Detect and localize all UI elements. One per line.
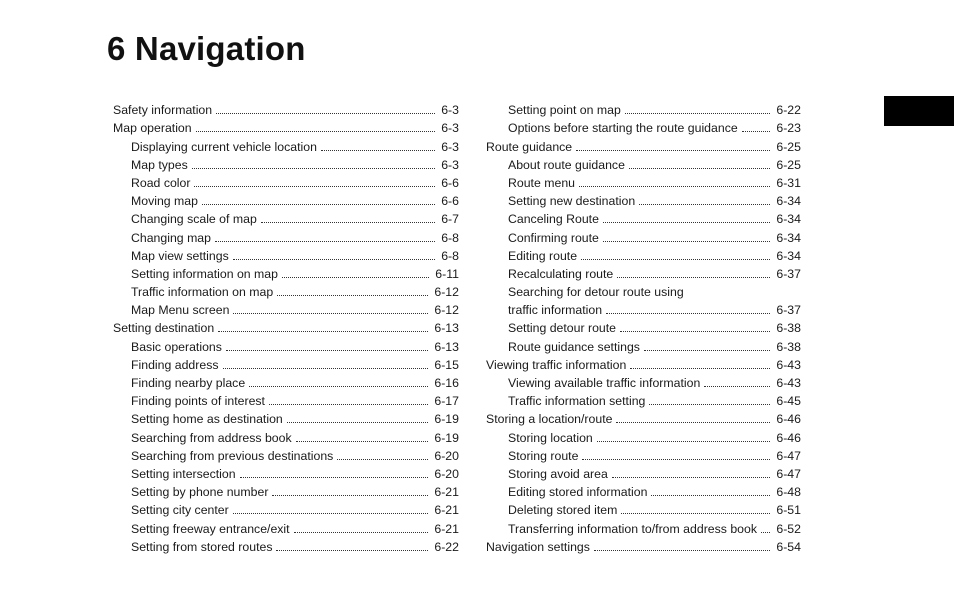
toc-entry-label: Editing route	[508, 248, 578, 263]
toc-entry-label: Setting new destination	[508, 194, 636, 209]
toc-entry-label: Canceling Route	[508, 212, 599, 227]
toc-entry-page: 6-19	[434, 430, 459, 445]
dot-leader	[704, 385, 770, 387]
toc-entry-page: 6-3	[441, 103, 459, 118]
toc-entry-page: 6-31	[776, 175, 801, 190]
toc-entry[interactable]	[486, 335, 801, 353]
dot-leader	[616, 421, 770, 423]
toc-entry[interactable]	[486, 481, 801, 499]
toc-entry-page: 6-51	[776, 503, 801, 518]
toc-entry[interactable]	[113, 263, 459, 281]
dot-leader	[215, 240, 435, 242]
toc-entry-page: 6-8	[441, 230, 459, 245]
dot-leader	[620, 330, 770, 332]
toc-entry-page: 6-34	[776, 194, 801, 209]
toc-entry-page: 6-25	[776, 139, 801, 154]
toc-entry-page: 6-23	[776, 121, 801, 136]
toc-entry[interactable]	[113, 299, 459, 317]
toc-entry-label: Navigation settings	[486, 539, 590, 554]
dot-leader	[196, 130, 436, 132]
dot-leader	[612, 476, 771, 478]
toc-entry-page: 6-43	[776, 357, 801, 372]
dot-leader	[761, 531, 770, 533]
dot-leader	[202, 203, 435, 205]
toc-entry[interactable]	[113, 281, 459, 299]
toc-entry-label: Storing route	[508, 448, 579, 463]
toc-entry-page: 6-22	[434, 539, 459, 554]
dot-leader	[233, 512, 429, 514]
toc-entry-label: Finding address	[131, 357, 219, 372]
toc-entry[interactable]	[113, 499, 459, 517]
dot-leader	[617, 276, 770, 278]
chapter-title: 6 Navigation	[107, 30, 306, 67]
toc-entry-page: 6-34	[776, 230, 801, 245]
toc-entry[interactable]	[113, 408, 459, 426]
toc-entry[interactable]	[486, 208, 801, 226]
dot-leader	[249, 385, 428, 387]
toc-entry[interactable]	[113, 335, 459, 353]
toc-entry[interactable]	[486, 463, 801, 481]
toc-entry-label: Setting home as destination	[131, 412, 283, 427]
toc-entry-label: Viewing traffic information	[486, 357, 627, 372]
toc-entry[interactable]	[113, 99, 459, 117]
dot-leader	[277, 294, 428, 296]
toc-entry-label: Route guidance	[486, 139, 573, 154]
toc-entry[interactable]	[486, 445, 801, 463]
toc-entry-page: 6-12	[434, 303, 459, 318]
toc-entry[interactable]	[486, 517, 801, 535]
toc-entry[interactable]	[486, 536, 801, 554]
dot-leader	[603, 240, 770, 242]
toc-entry-page: 6-22	[776, 103, 801, 118]
toc-entry[interactable]	[486, 408, 801, 426]
toc-entry-page: 6-13	[434, 321, 459, 336]
toc-entry[interactable]	[486, 172, 801, 190]
toc-entry-label: Viewing available traffic information	[508, 376, 701, 391]
toc-entry-label: Setting by phone number	[131, 485, 269, 500]
toc-entry-label: Map operation	[113, 121, 192, 136]
toc-entry-page: 6-12	[434, 285, 459, 300]
toc-entry-page: 6-25	[776, 157, 801, 172]
toc-entry-label: About route guidance	[508, 157, 625, 172]
toc-entry-label: Route guidance settings	[508, 339, 640, 354]
toc-entry[interactable]	[486, 117, 801, 135]
toc-entry[interactable]	[113, 445, 459, 463]
toc-entry[interactable]	[113, 317, 459, 335]
toc-entry-page: 6-52	[776, 521, 801, 536]
toc-entry-label: Changing scale of map	[131, 212, 257, 227]
toc-entry[interactable]	[486, 390, 801, 408]
dot-leader	[192, 167, 435, 169]
toc-entry-label: Route menu	[508, 175, 575, 190]
toc-entry[interactable]	[113, 536, 459, 554]
toc-entry-label: Storing location	[508, 430, 593, 445]
dot-leader	[233, 312, 428, 314]
dot-leader	[269, 403, 428, 405]
toc-entry[interactable]	[486, 99, 801, 117]
toc-entry[interactable]	[486, 154, 801, 172]
toc-entry[interactable]	[113, 172, 459, 190]
toc-entry-page: 6-54	[776, 539, 801, 554]
toc-entry[interactable]	[113, 154, 459, 172]
toc-entry-label: Editing stored information	[508, 485, 648, 500]
dot-leader	[594, 549, 770, 551]
toc-entry-page: 6-43	[776, 376, 801, 391]
toc-entry-label: Moving map	[131, 194, 198, 209]
toc-entry[interactable]	[486, 317, 801, 335]
toc-entry-label: Basic operations	[131, 339, 222, 354]
toc-entry-label: Finding nearby place	[131, 376, 246, 390]
toc-entry-label: Traffic information setting	[508, 394, 646, 409]
toc-entry[interactable]	[486, 426, 801, 444]
toc-entry[interactable]	[113, 135, 459, 153]
dot-leader	[582, 458, 770, 460]
toc-entry-page: 6-8	[441, 248, 459, 263]
toc-entry[interactable]	[486, 372, 801, 390]
toc-entry-page: 6-37	[776, 266, 801, 281]
dot-leader	[223, 367, 429, 369]
dot-leader	[216, 112, 435, 114]
toc-entry[interactable]	[486, 499, 801, 517]
toc-entry-label: Changing map	[131, 230, 211, 245]
toc-entry-label: Deleting stored item	[508, 503, 618, 518]
dot-leader	[576, 149, 770, 151]
toc-entry-page: 6-34	[776, 248, 801, 263]
dot-leader	[226, 349, 428, 351]
dot-leader	[287, 421, 429, 423]
dot-leader	[321, 149, 435, 151]
toc-entry-label-continued: traffic information	[508, 303, 603, 318]
toc-entry-label: Setting freeway entrance/exit	[131, 521, 290, 536]
toc-entry-label: Storing avoid area	[508, 466, 608, 481]
toc-entry-label: Recalculating route	[508, 266, 614, 281]
toc-entry-page: 6-48	[776, 485, 801, 500]
toc-entry-label: Confirming route	[508, 230, 599, 245]
dot-leader	[272, 494, 428, 496]
toc-entry-page: 6-46	[776, 430, 801, 445]
toc-entry-label: Setting from stored routes	[131, 539, 273, 554]
toc-entry[interactable]	[113, 208, 459, 226]
dot-leader	[296, 440, 429, 442]
toc-entry-label: Displaying current vehicle location	[131, 139, 317, 154]
toc-entry-page: 6-21	[434, 503, 459, 518]
toc-entry-label: Searching from address book	[131, 430, 292, 445]
dot-leader	[606, 312, 770, 314]
toc-entry-label: Safety information	[113, 103, 213, 118]
toc-entry-page: 6-3	[441, 121, 459, 136]
toc-entry-page: 6-6	[441, 175, 459, 190]
dot-leader	[282, 276, 429, 278]
toc-entry-page: 6-47	[776, 466, 801, 481]
toc-entry-page: 6-15	[434, 357, 459, 372]
toc-entry-page: 6-21	[434, 521, 459, 536]
toc-entry[interactable]	[113, 426, 459, 444]
toc-entry-page: 6-19	[434, 412, 459, 427]
toc-entry-label: Storing a location/route	[486, 412, 613, 427]
toc-entry[interactable]	[113, 463, 459, 481]
dot-leader	[276, 549, 428, 551]
toc-entry-page: 6-38	[776, 339, 801, 354]
toc-entry[interactable]	[113, 372, 459, 390]
toc-entry-page: 6-37	[776, 303, 801, 318]
dot-leader	[597, 440, 771, 442]
toc-entry[interactable]	[113, 117, 459, 135]
toc-entry[interactable]	[486, 226, 801, 244]
toc-entry-page: 6-45	[776, 394, 801, 409]
toc-entry-label: Setting destination	[113, 321, 215, 336]
dot-leader	[581, 258, 770, 260]
toc-entry[interactable]	[113, 245, 459, 263]
toc-entry-page: 6-3	[441, 157, 459, 172]
toc-column-right	[486, 99, 801, 554]
toc-entry-label: Map Menu screen	[131, 303, 230, 318]
dot-leader	[742, 130, 771, 132]
toc-entry-label: Setting intersection	[131, 466, 236, 481]
toc-column-left	[113, 99, 459, 554]
toc-entry-page: 6-6	[441, 194, 459, 209]
toc-entry-label: Options before starting the route guidance	[508, 121, 738, 136]
dot-leader	[630, 367, 770, 369]
toc-entry-label: Traffic information on map	[131, 285, 274, 300]
dot-leader	[625, 112, 771, 114]
toc-entry[interactable]	[113, 190, 459, 208]
toc-entry[interactable]	[113, 226, 459, 244]
toc-entry[interactable]	[486, 190, 801, 208]
toc-entry[interactable]	[113, 354, 459, 372]
dot-leader	[337, 458, 428, 460]
dot-leader	[194, 185, 435, 187]
dot-leader	[240, 476, 429, 478]
toc-entry-page: 6-46	[776, 412, 801, 427]
toc-entry-label: Searching from previous destinations	[131, 448, 334, 463]
dot-leader	[261, 221, 435, 223]
dot-leader	[639, 203, 770, 205]
toc-entry-label: Road color	[131, 175, 191, 190]
toc-entry-page: 6-20	[434, 466, 459, 481]
toc-entry-page: 6-17	[434, 394, 459, 409]
dot-leader	[233, 258, 435, 260]
toc-entry-label: Map view settings	[131, 248, 229, 263]
toc-entry-page: 6-34	[776, 212, 801, 227]
toc-entry-page: 6-11	[435, 266, 459, 281]
toc-entry-label: Finding points of interest	[131, 394, 265, 409]
toc-entry-page: 6-20	[434, 448, 459, 463]
toc-entry-page: 6-38	[776, 321, 801, 336]
toc-entry-label: Setting information on map	[131, 266, 278, 281]
dot-leader	[649, 403, 770, 405]
chapter-tab-marker	[884, 96, 954, 126]
dot-leader	[651, 494, 770, 496]
toc-entry[interactable]	[486, 263, 801, 281]
toc-entry-page: 6-21	[434, 485, 459, 500]
toc-entry[interactable]	[113, 481, 459, 499]
toc-entry-label: Map types	[131, 157, 188, 172]
toc-entry-label: Searching for detour route using	[508, 285, 684, 300]
toc-entry-page: 6-13	[434, 339, 459, 354]
toc-entry[interactable]	[486, 354, 801, 372]
dot-leader	[579, 185, 770, 187]
dot-leader	[218, 330, 428, 332]
toc-entry-page: 6-47	[776, 448, 801, 463]
toc-entry[interactable]	[486, 245, 801, 263]
dot-leader	[644, 349, 770, 351]
toc-entry[interactable]	[486, 281, 801, 317]
toc-entry-page: 6-7	[441, 212, 459, 227]
toc-entry-label: Setting city center	[131, 503, 229, 518]
toc-entry[interactable]	[113, 517, 459, 535]
toc-entry-label: Setting point on map	[508, 103, 621, 118]
toc-entry-page: 6-16	[434, 376, 459, 390]
toc-entry-label: Setting detour route	[508, 321, 617, 336]
dot-leader	[629, 167, 770, 169]
toc-entry[interactable]	[486, 135, 801, 153]
dot-leader	[603, 221, 770, 223]
toc-entry-page: 6-3	[441, 139, 459, 154]
dot-leader	[621, 512, 770, 514]
dot-leader	[294, 531, 429, 533]
toc-entry-label: Transferring information to/from address book	[508, 521, 758, 536]
toc-entry[interactable]	[113, 390, 459, 408]
